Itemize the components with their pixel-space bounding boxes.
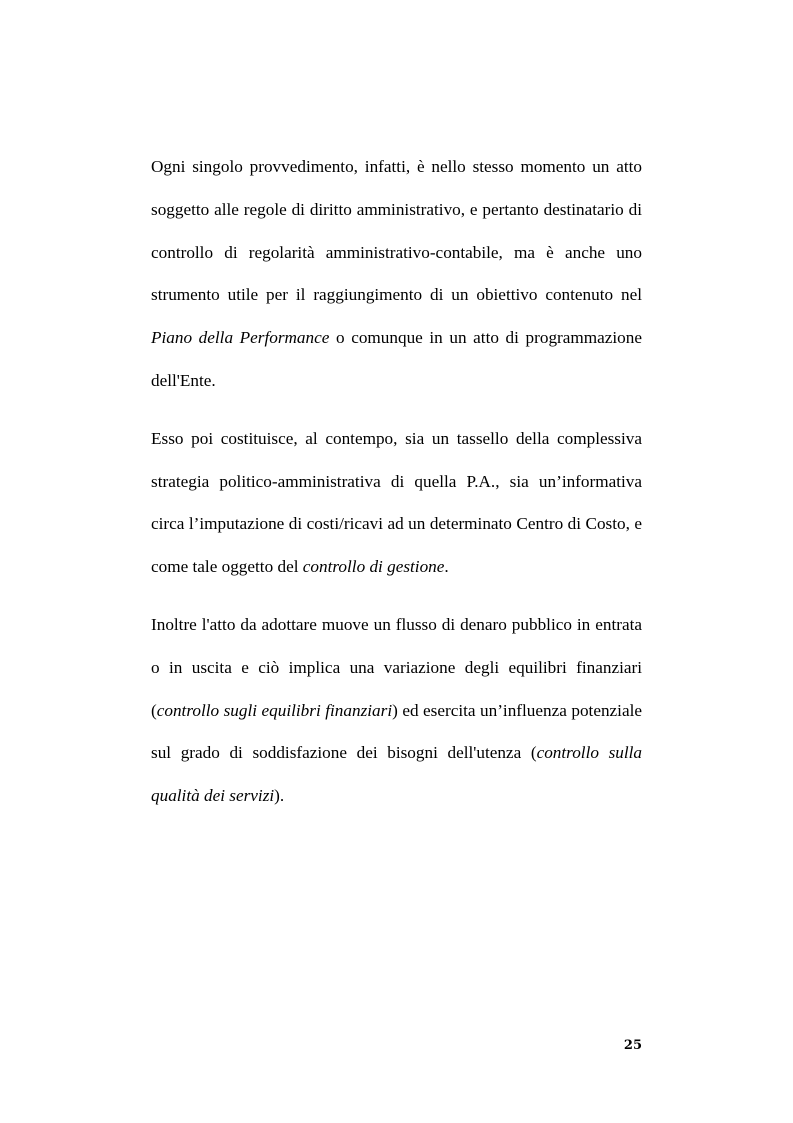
paragraph-3-run-3: ) ed esercita un’influenza potenziale sul grado di soddisfazione dei bisogni dell'utenza ( xyxy=(151,700,642,763)
body-text xyxy=(151,146,642,818)
paragraph-3-run-1: Inoltre l'atto da adottare muove un flusso di denaro pubblico in entrata o in uscita e ciò implica una variazione degli equilibri finanziari ( xyxy=(151,614,642,720)
paragraph-1 xyxy=(151,146,642,403)
page-number: 25 xyxy=(623,1038,642,1053)
paragraph-3-italic-controllo-qualita: controllo sulla qualità dei servizi xyxy=(151,743,643,806)
paragraph-3-italic-controllo-equilibri: controllo sugli equilibri finanziari xyxy=(156,700,393,720)
paragraph-2 xyxy=(151,418,642,589)
paragraph-2-italic-controllo-gestione: controllo di gestione xyxy=(302,557,445,577)
paragraph-1-run-3: o comunque in un atto di programmazione dell'Ente. xyxy=(151,328,642,390)
paragraph-2-run-1: Esso poi costituisce, al contempo, sia un tassello della complessiva strategia politico-amministrativa di quella P.A., sia un’informativa circa l’imputazione di costi/ricavi ad un determinato Centro di Costo, e come tale oggetto del xyxy=(151,428,642,577)
paragraph-1-run-1: Ogni singolo provvedimento, infatti, è nello stesso momento un atto soggetto alle regole di diritto amministrativo, e pertanto destinatario di controllo di regolarità amministrativo-contabile, ma è anche uno strumento utile per il raggiungimento di un obiettivo contenuto nel xyxy=(151,157,642,305)
paragraph-3 xyxy=(151,604,642,818)
paragraph-2-run-3: . xyxy=(444,557,449,577)
paragraph-1-italic-piano-performance: Piano della Performance xyxy=(151,328,330,348)
paragraph-3-run-5: ). xyxy=(274,786,285,806)
